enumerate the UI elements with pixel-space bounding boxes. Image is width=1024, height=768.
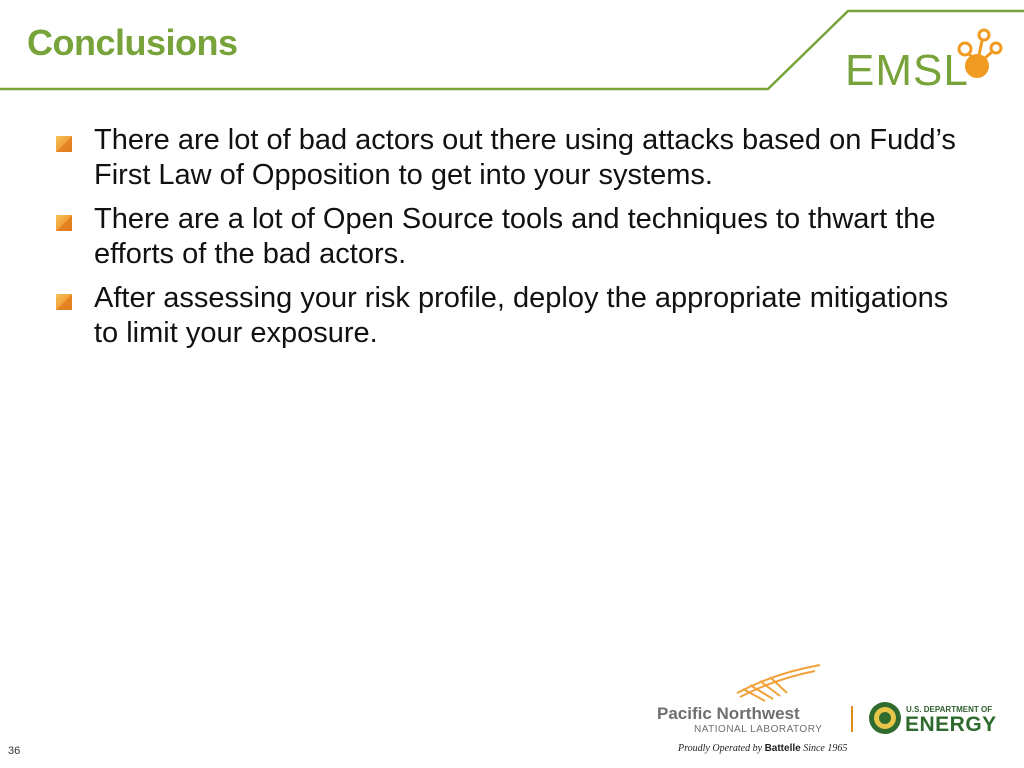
bullet-square-icon	[56, 136, 72, 152]
bullet-text: There are a lot of Open Source tools and techniques to thwart the efforts of the bad actors.	[94, 203, 936, 270]
tagline-pre: Proudly Operated by	[678, 743, 763, 754]
doe-department-label: U.S. DEPARTMENT OF	[906, 705, 993, 714]
bullet-text: After assessing your risk profile, deploy the appropriate mitigations to limit your exposure.	[94, 282, 949, 349]
bullet-item	[56, 202, 976, 272]
footer-divider	[851, 706, 853, 732]
doe-seal-icon	[868, 701, 902, 735]
bullet-item	[56, 281, 976, 351]
pnnl-subtitle: NATIONAL LABORATORY	[694, 724, 823, 735]
bullet-item	[56, 123, 976, 193]
pnnl-name: Pacific Northwest	[657, 704, 800, 723]
bullet-list	[56, 123, 976, 360]
slide-title: Conclusions	[27, 22, 238, 63]
pnnl-logo-icon	[655, 663, 825, 708]
bullet-square-icon	[56, 215, 72, 231]
bullet-text: There are lot of bad actors out there using attacks based on Fudd’s First Law of Opposition to get into your systems.	[94, 124, 956, 191]
page-number: 36	[8, 745, 21, 757]
operator-tagline	[678, 743, 847, 754]
bullet-square-icon	[56, 294, 72, 310]
battelle-brand: Battelle	[764, 743, 801, 754]
tagline-post: Since 1965	[803, 743, 848, 754]
emsl-logo-text: EMSL	[845, 46, 969, 95]
doe-energy-label: ENERGY	[905, 713, 997, 736]
